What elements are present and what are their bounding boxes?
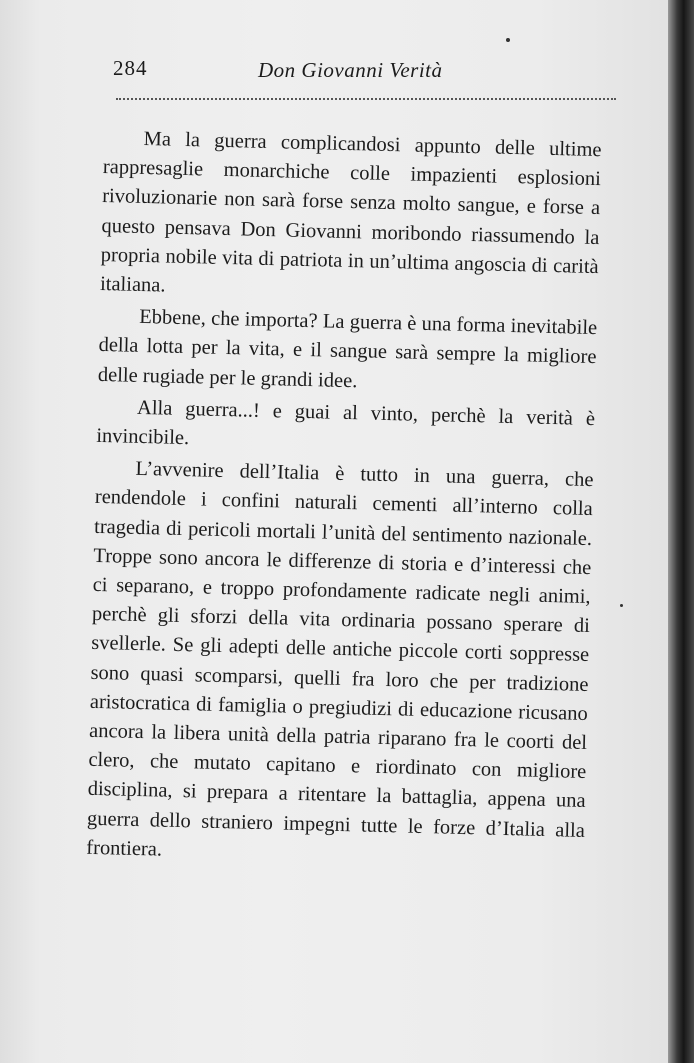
paragraph: L’avvenire dell’Italia è tutto in una guerra, che rendendole i confini naturali cementi all’interno colla tragedia di pericoli mortali l’unità del sentimento nazionale. Troppe sono ancora le differenze di storia e d’interessi che ci separano, e troppo profondamente radicate negli animi, perchè gli sforzi della vita ordinaria possano sperare di svellerle. Se gli adepti delle antiche piccole corti soppresse sono quasi scomparsi, quelli fra loro che per tradizione aristocratica di famiglia o pregiudizi di educazione ricusano ancora la libera unità della patria riparano fra le coorti del clero, che mutato capitano e riordinato con migliore disciplina, si prepara a ritentare la battaglia, appena una guerra dello straniero impegni tutte le forze d’Italia alla frontiera. [86,458,594,861]
running-head: Don Giovanni Verità [258,58,443,82]
body-text [86,124,602,878]
paragraph: Alla guerra...! e guai al vinto, perchè la verità è invincibile. [96,396,596,450]
paragraph: Ma la guerra complicandosi appunto delle ultime rappresaglie monarchiche colle impazienti esplosioni rivoluzionarie non sarà forse senza molto sangue, e forse a questo pensava Don Giovanni moribondo riassumendo la propria nobile vita di patriota in un’ultima angoscia di carità italiana. [99,127,602,297]
page-edge-shadow [668,0,694,1063]
paragraph: Ebbene, che importa? La guerra è una forma inevitabile della lotta per la vita, e il sangue sarà sempre la migliore delle rugiade per le grandi idee. [97,306,598,392]
ink-speck [506,38,510,42]
page-number: 284 [113,56,148,80]
ink-speck [620,604,623,607]
page-header [0,52,668,92]
header-rule [116,98,616,100]
